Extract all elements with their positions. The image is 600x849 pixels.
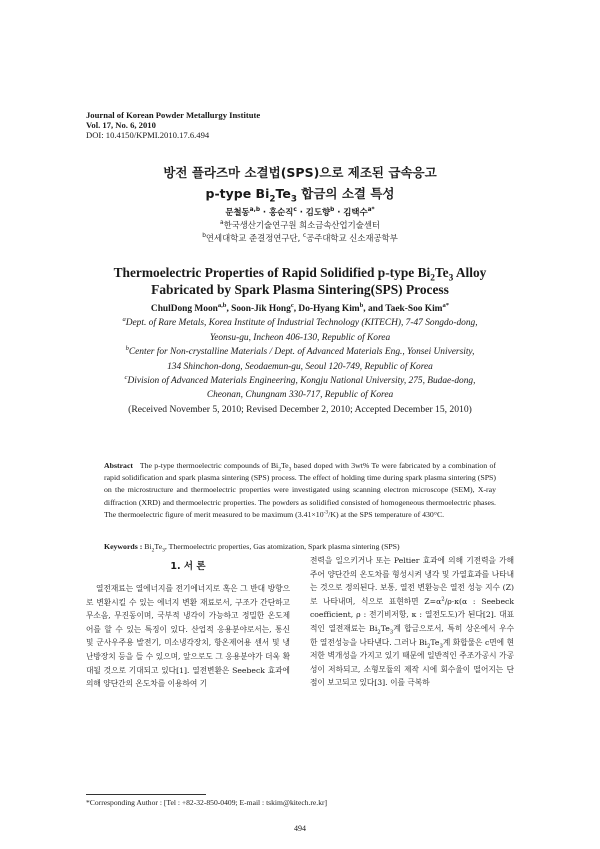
body-text: 전력을 일으키거나 또는 Peltier 효과에 의해 기전력을 가해주어 양단간의 온도차를 형성시켜 냉각 및 가열효과를 나타내는 것으로 정의된다. 보통, 열전 변환능은 열전 성능 지수 (Z)로 나타내며, 식으로 표현하면 Z=α: [310, 556, 514, 606]
body-text: /ρ·κ(α : Seebeck coefficient, ρ : 전기비저항, κ : 열전도도)가 된다[2]. 대표적인 열전재료는 Bi: [310, 596, 514, 633]
section-heading-introduction: 1. 서 론: [170, 561, 206, 572]
superscript: c: [124, 373, 128, 381]
journal-volume: Vol. 17, No. 6, 2010: [86, 120, 156, 131]
english-title-line2: Fabricated by Spark Plasma Sintering(SPS) Process: [151, 282, 449, 297]
english-affiliation-b: [0, 345, 600, 359]
author-name: · 홍순직: [260, 207, 294, 217]
received-dates: (Received November 5, 2010; Revised December 2, 2010; Accepted December 15, 2010): [128, 403, 472, 415]
abstract-text: The p-type thermoelectric compounds of Bi: [139, 461, 279, 470]
journal-name: Journal of Korean Powder Metallurgy Institute: [86, 110, 261, 120]
journal-doi: DOI: 10.4150/KPMI.2010.17.6.494: [86, 130, 210, 141]
english-title-text: Alloy: [453, 265, 487, 280]
affiliation-text: 한국생산기술연구원 희소금속산업기술센터: [223, 220, 380, 230]
subscript: 3: [389, 629, 394, 636]
page-number: 494: [294, 824, 306, 833]
keywords-text: Te: [154, 542, 163, 551]
body-text: Te: [380, 623, 390, 633]
english-title: [0, 264, 600, 298]
superscript: a: [122, 316, 126, 324]
superscript: 2: [441, 596, 445, 603]
english-title-line1: [0, 264, 600, 284]
affiliation-text: Dept. of Rare Metals, Korea Institute of Industrial Technology (KITECH), 7-47 Songdo-dong,: [125, 318, 478, 329]
subscript: 3: [439, 643, 443, 650]
subscript: 3: [448, 273, 454, 284]
english-title-text: Thermoelectric Properties of Rapid Solidified p-type Bi: [113, 265, 431, 280]
superscript: a,b: [217, 301, 227, 309]
superscript: b: [125, 345, 129, 353]
author-name: , and Taek-Soo Kim: [363, 304, 443, 314]
subscript: 2: [269, 194, 276, 205]
keywords-text: , Thermoelectric properties, Gas atomization, Spark plasma sintering (SPS): [164, 542, 400, 551]
affiliation-text: 연세대학교 준결정연구단,: [205, 233, 303, 243]
english-authors: [0, 302, 600, 417]
author-name: , Do-Hyang Kim: [293, 304, 360, 314]
keywords-text: Bi: [144, 542, 152, 551]
korean-title: [0, 162, 600, 204]
english-affiliation-a: [0, 316, 600, 330]
keywords-label: Keywords :: [104, 542, 145, 551]
subscript: 2: [430, 273, 435, 284]
korean-authors: [0, 206, 600, 245]
body-paragraph: [310, 554, 514, 690]
abstract-text: /K) at the SPS temperature of 430°C.: [328, 509, 445, 519]
author-name: 문철동: [225, 207, 250, 217]
affiliation-text: Center for Non-crystalline Materials / Dept. of Advanced Materials Eng., Yonsei University,: [128, 347, 475, 358]
korean-affiliation-bc: [0, 232, 600, 245]
superscript: a,b: [249, 207, 261, 214]
subscript: 2: [426, 643, 431, 650]
subscript: 3: [162, 547, 165, 554]
english-author-names: [0, 302, 600, 316]
body-text: 계 합금으로서, 특히 상온에서 우수한 열전성능을 나타낸다. 그러나 Bi: [310, 623, 514, 647]
subscript: 2: [377, 629, 381, 636]
keywords: [104, 541, 496, 553]
english-title-text: Te: [434, 265, 449, 280]
footnote-divider: [86, 794, 206, 795]
superscript: -3: [323, 509, 329, 516]
superscript: c: [302, 233, 307, 240]
abstract-text: Te: [280, 461, 289, 470]
english-affiliation-b-cont: 134 Shinchon-dong, Seodaemun-gu, Seoul 120-749, Republic of Korea: [167, 361, 433, 372]
korean-title-text: p-type Bi: [205, 186, 270, 201]
body-text: 계 화합물은 c면에 현저한 벽개성을 가지고 있기 때문에 일반적인 주조가공시 가공성이 저하되고, 소형모듈의 제작 시에 회수율이 떨어지는 단점이 보고되고 있다[3]. 이를 극복하: [310, 637, 514, 688]
korean-title-text: Te: [275, 186, 291, 201]
superscript: b: [202, 233, 206, 240]
abstract-text: based doped with 3wt% Te were fabricated by a combination of rapid solidification and spark plasma sintering (SPS) process. The effect of holding time during spark plasma sintering (SPS) on the microstructure and thermoelectric properties were investigated using scanning electron microscope (SEM), X-ray diffraction (XRD) and thermoelectric properties. The powders as solidified consisted of homogeneous thermoelectric phases. The thermoelectric figure of merit measured to be maximum (3.41×10: [104, 461, 496, 519]
left-column: [86, 554, 290, 691]
abstract: [104, 460, 496, 521]
body-paragraph: 열전재료는 열에너지를 전기에너지로 혹은 그 반대 방향으로 변환시킬 수 있는 에너지 변환 재료로서, 구조가 간단하고 무소음, 무진동이며, 국부적 냉각이 가능하고 정밀한 온도제어를 할 수 있는 특징이 있다. 산업적 응용분야로서는, 통신 및 군사우주용 발전기, 미소냉각장치, 항온제어용 센서 및 냉난방장치 등을 들 수 있으며, 앞으로도 그 응용분야가 더욱 확대될 것으로 기대되고 있다[1]. 열전변환은 Seebeck 효과에 의해 양단간의 온도차를 이용하여 기: [86, 584, 290, 689]
superscript: a*: [442, 301, 450, 309]
superscript: a*: [367, 207, 375, 214]
english-affiliation-c: [0, 374, 600, 388]
superscript: b: [359, 301, 364, 309]
author-name: · 김도향: [296, 207, 331, 217]
subscript: 3: [288, 466, 292, 473]
superscript: c: [290, 301, 294, 309]
corresponding-author-footnote: *Corresponding Author : [Tel : +82-32-850-0409; E-mail : tskim@kitech.re.kr]: [86, 798, 328, 807]
english-affiliation-c-cont: Cheonan, Chungnam 330-717, Republic of Korea: [206, 390, 394, 401]
body-text: Te: [430, 637, 440, 647]
abstract-label: Abstract: [104, 461, 134, 470]
journal-header: [86, 110, 260, 141]
subscript: 2: [278, 466, 281, 473]
author-name: · 김택수: [334, 207, 368, 217]
superscript: a: [220, 220, 224, 227]
korean-title-line1: 방전 플라즈마 소결법(SPS)으로 제조된 급속응고: [163, 165, 437, 180]
korean-affiliation-a: [0, 219, 600, 232]
affiliation-text: 공주대학교 신소재공학부: [306, 233, 398, 243]
korean-title-line2: [0, 183, 600, 204]
right-column: [310, 554, 514, 690]
english-affiliation-a-cont: Yeonsu-gu, Incheon 406-130, Republic of Korea: [209, 332, 391, 343]
superscript: b: [330, 207, 335, 214]
affiliation-text: Division of Advanced Materials Engineering, Kongju National University, 275, Budae-dong,: [127, 376, 476, 387]
author-name: , Soon-Jik Hong: [226, 304, 291, 314]
subscript: 2: [151, 547, 155, 554]
author-name: ChulDong Moon: [150, 304, 218, 314]
subscript: 3: [290, 194, 297, 205]
korean-author-names: [0, 206, 600, 219]
superscript: c: [293, 207, 297, 214]
korean-title-text: 합금의 소결 특성: [296, 186, 395, 201]
